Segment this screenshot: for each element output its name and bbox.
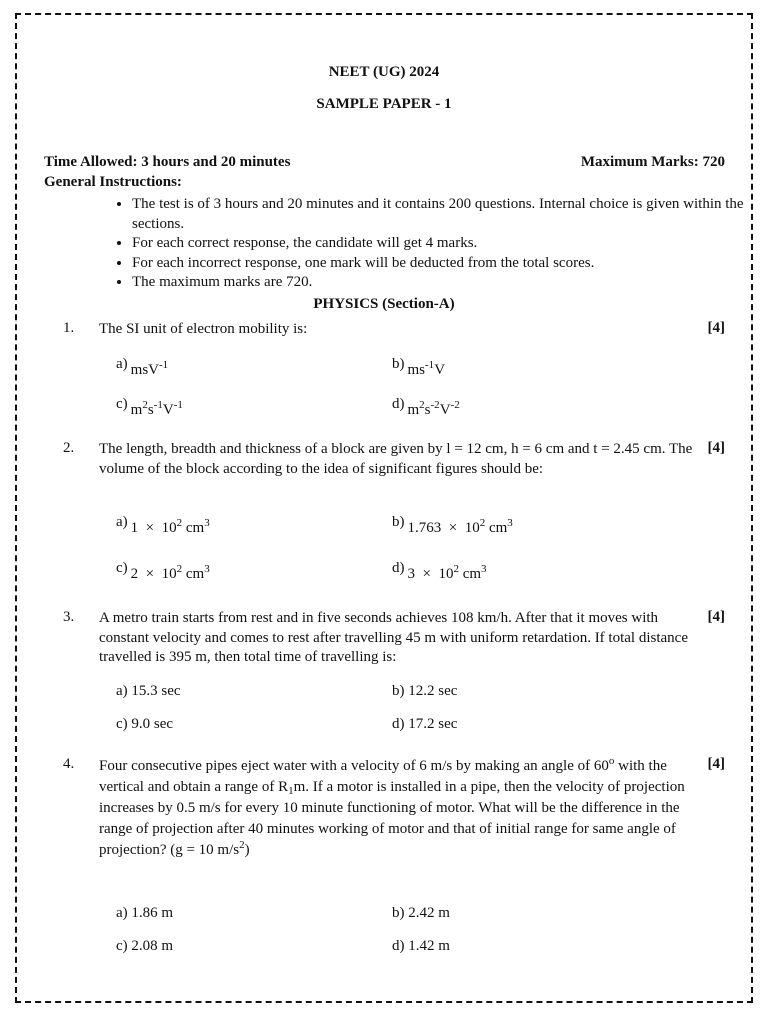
- option-d[interactable]: [392, 938, 450, 955]
- option-c[interactable]: [116, 560, 210, 583]
- option-c[interactable]: [116, 716, 173, 733]
- option-value: $m^2s^{-2}V^{-2}$: [407, 399, 460, 418]
- option-label: d): [392, 560, 405, 576]
- option-value: msV$^{-1}$: [130, 359, 169, 378]
- option-label: c): [116, 938, 128, 954]
- option-d[interactable]: [392, 716, 457, 733]
- instruction-item: • The maximum marks are 720.: [132, 273, 752, 293]
- instructions-list: [110, 195, 752, 293]
- option-d[interactable]: [392, 560, 487, 583]
- option-b[interactable]: [392, 683, 457, 700]
- option-label: b): [392, 356, 405, 372]
- question-text: Four consecutive pipes eject water with a velocity of 6 m/s by making an angle of 60$^o$ with the vertical and obtain a range of $R_1m$. If a motor is installed in a pipe, then the velocity of projection increases by 0.5 m/s for every 10 minute functioning of motor. What will be the difference in the range of projection after 40 minutes working of motor and that of initial range for same angle of projection? (g = 10 $m/s^2$): [99, 755, 685, 858]
- question-marks: [4]: [707, 440, 725, 456]
- option-value: $1.763 \times 10^2$ $cm^3$: [407, 517, 513, 536]
- option-value: 1.86 m: [131, 905, 174, 921]
- instruction-item: • For each correct response, the candidate will get 4 marks.: [132, 234, 752, 254]
- question-text: The SI unit of electron mobility is:: [99, 321, 308, 337]
- question-number: 4.: [63, 756, 75, 772]
- option-value: 15.3 sec: [131, 683, 181, 699]
- question-marks: [4]: [707, 756, 725, 772]
- option-a[interactable]: [116, 356, 168, 379]
- option-label: b): [392, 514, 405, 530]
- option-value: 2.08 m: [131, 938, 174, 954]
- option-value: $m^2s^{-1}V^{-1}$: [130, 399, 183, 418]
- option-value: $2 \times 10^2$ $cm^3$: [130, 563, 210, 582]
- question-number: 1.: [63, 320, 75, 336]
- option-label: d): [392, 716, 405, 732]
- option-value: 1.42 m: [408, 938, 450, 954]
- section-title: PHYSICS (Section-A): [313, 296, 455, 312]
- question-marks: [4]: [707, 320, 725, 336]
- option-value: 9.0 sec: [131, 716, 174, 732]
- option-d[interactable]: [392, 396, 460, 419]
- question-text: A metro train starts from rest and in five seconds achieves 108 km/h. After that it moves with constant velocity and comes to rest after travelling 45 m with uniform retardation. If total distance travelled is 395 m, then total time of travelling is:: [99, 610, 688, 665]
- maximum-marks: Maximum Marks: 720: [580, 154, 725, 170]
- option-value: 12.2 sec: [408, 683, 458, 699]
- option-label: c): [116, 396, 128, 412]
- option-value: $ms^{-1}V$: [407, 359, 446, 378]
- instruction-item: • The test is of 3 hours and 20 minutes and it contains 200 questions. Internal choice is given within the sections.: [132, 195, 752, 234]
- option-label: a): [116, 905, 128, 921]
- option-a[interactable]: [116, 683, 181, 700]
- question-text: The length, breadth and thickness of a block are given by l = 12 cm, h = 6 cm and t = 2.45 cm. The volume of the block according to the idea of significant figures should be:: [99, 441, 693, 477]
- option-b[interactable]: [392, 356, 445, 379]
- option-label: b): [392, 683, 405, 699]
- option-label: d): [392, 938, 405, 954]
- question-number: 3.: [63, 609, 75, 625]
- question-marks: [4]: [707, 609, 725, 625]
- option-label: b): [392, 905, 405, 921]
- option-label: a): [116, 356, 128, 372]
- option-label: a): [116, 514, 128, 530]
- paper-title: SAMPLE PAPER - 1: [316, 96, 452, 112]
- option-a[interactable]: [116, 905, 173, 922]
- instruction-item: • For each incorrect response, one mark will be deducted from the total scores.: [132, 254, 752, 274]
- option-b[interactable]: [392, 514, 513, 537]
- time-allowed: Time Allowed: 3 hours and 20 minutes: [44, 154, 291, 170]
- option-c[interactable]: [116, 396, 183, 419]
- option-value: $1 \times 10^2$ $cm^3$: [130, 517, 210, 536]
- option-a[interactable]: [116, 514, 210, 537]
- instructions-title: General Instructions:: [44, 174, 182, 190]
- option-value: 17.2 sec: [408, 716, 458, 732]
- option-label: c): [116, 716, 128, 732]
- option-label: c): [116, 560, 128, 576]
- option-c[interactable]: [116, 938, 173, 955]
- option-value: $3 \times 10^2$ $cm^3$: [407, 563, 487, 582]
- option-label: a): [116, 683, 128, 699]
- question-number: 2.: [63, 440, 75, 456]
- option-label: d): [392, 396, 405, 412]
- exam-title: NEET (UG) 2024: [328, 64, 440, 80]
- option-value: 2.42 m: [408, 905, 450, 921]
- option-b[interactable]: [392, 905, 450, 922]
